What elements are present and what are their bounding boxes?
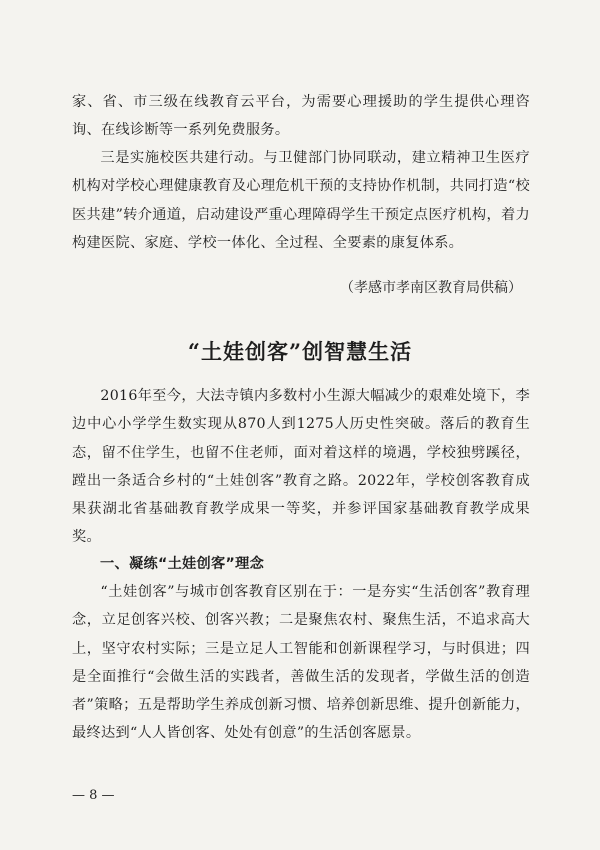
paragraph-intro: 2016年至今，大法寺镇内多数村小生源大幅减少的艰难处境下，李边中心小学学生数实现从870人到1275人历史性突破。落后的教育生态，留不住学生，也留不住老师，面对着这样的境遇，学校独劈蹊径，蹚出一条适合乡村的“土娃创客”教育之路。2022年，学校创客教育成果获湖北省基础教育教学成果一等奖，并参评国家基础教育教学成果奖。 [72, 388, 530, 546]
paragraph-concept: “土娃创客”与城市创客教育区别在于：一是夯实“生活创客”教育理念，立足创客兴校、创客兴教；二是聚焦农村、聚焦生活，不追求高大上，坚守农村实际；三是立足人工智能和创新课程学习，与时俱进；四是全面推行“会做生活的实践者，善做生活的发现者，学做生活的创造者”策略；五是帮助学生养成创新习惯、培养创新思维、提升创新能力，最终达到“人人皆创客、处处有创意”的生活创客愿景。 [72, 584, 530, 742]
paragraph-medical-cooperation: 三是实施校医共建行动。与卫健部门协同联动，建立精神卫生医疗机构对学校心理健康教育及心理危机干预的支持协作机制，共同打造“校医共建”转介通道，启动建设严重心理障碍学生干预定点医疗机构，着力构建医院、家庭、学校一体化、全过程、全要素的康复体系。 [72, 150, 530, 251]
page-number: — 8 — [72, 788, 115, 803]
article-title: “土娃创客”创智慧生活 [187, 339, 413, 364]
paragraph-continuation: 家、省、市三级在线教育云平台，为需要心理援助的学生提供心理咨询、在线诊断等一系列免费服务。 [72, 94, 530, 139]
section-heading: 一、凝练“土娃创客”理念 [100, 556, 265, 572]
article-source: （孝感市孝南区教育局供稿） [340, 280, 522, 296]
